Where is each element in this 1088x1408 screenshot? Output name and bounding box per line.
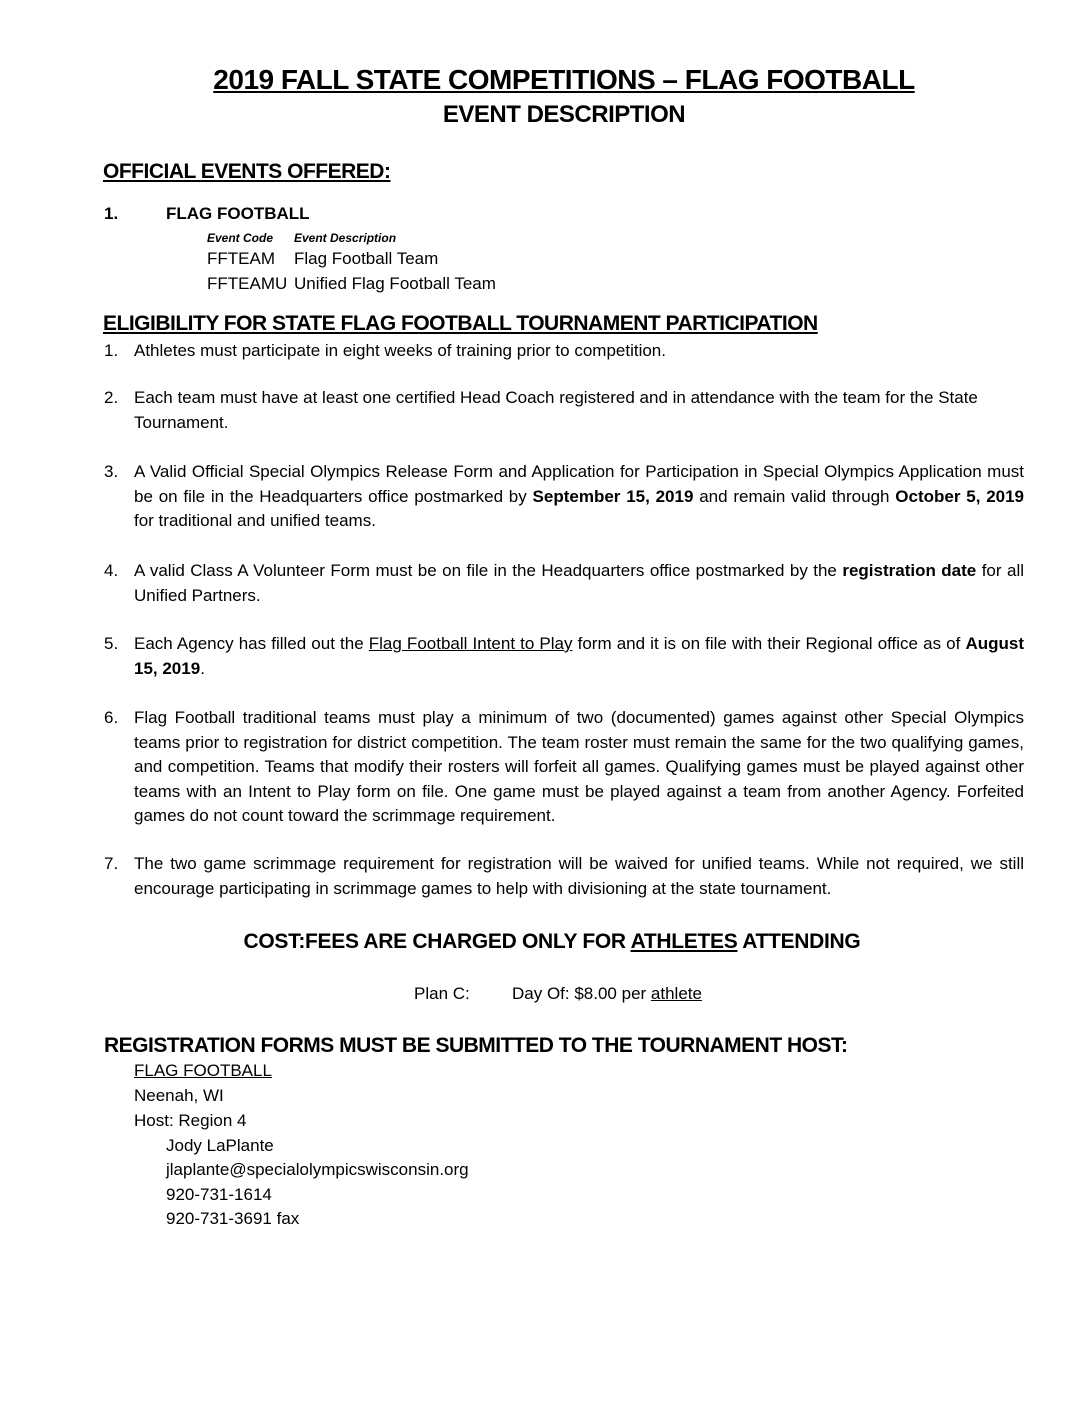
event-row	[207, 274, 496, 294]
event-row	[207, 249, 438, 269]
item-text: A valid Class A Volunteer Form must be on file in the Headquarters office postmarked by the registration date for all Unified Partners.	[134, 561, 1024, 605]
eligibility-item	[104, 632, 1024, 681]
deadline-date: September 15, 2019	[532, 486, 694, 506]
plan-unit: athlete	[650, 984, 702, 1003]
event-code: FFTEAM	[207, 249, 275, 268]
eligibility-item	[104, 386, 984, 435]
event-number: 1.	[104, 204, 119, 223]
plan-text: Day Of: $8.00 per	[512, 984, 651, 1003]
item-number: 3.	[104, 462, 119, 481]
item-text: Each team must have at least one certified Head Coach registered and in attendance with the team for the State Tournament.	[134, 388, 978, 432]
host-event-name: FLAG FOOTBALL	[134, 1061, 272, 1080]
item-number: 6.	[104, 708, 119, 727]
item-number: 2.	[104, 388, 119, 407]
eligibility-item	[104, 460, 1024, 534]
event-table-header	[207, 231, 396, 245]
item-text: A Valid Official Special Olympics Release Form and Application for Participation in Special Olympics Application must be on file in the Headquarters office postmarked by September 15, 2019 and remain valid through October 5, 2019 for traditional and unified teams.	[134, 462, 1025, 530]
item-number: 1.	[104, 341, 119, 360]
athletes-emphasis: ATHLETES	[630, 930, 738, 953]
eligibility-item	[104, 706, 1024, 829]
page-subtitle: EVENT DESCRIPTION	[442, 101, 686, 128]
eligibility-item	[104, 559, 1024, 608]
eligibility-item	[104, 852, 1024, 901]
contact-phone: 920-731-1614	[166, 1185, 272, 1204]
valid-through-date: October 5, 2019	[895, 486, 1025, 506]
plan-label: Plan C:	[414, 984, 470, 1003]
eligibility-item	[104, 339, 1024, 364]
event-name: FLAG FOOTBALL	[166, 204, 310, 223]
item-number: 5.	[104, 634, 119, 653]
official-events-heading: OFFICIAL EVENTS OFFERED:	[103, 160, 391, 183]
plan-line	[414, 984, 702, 1004]
event-description: Unified Flag Football Team	[294, 274, 496, 293]
contact-email[interactable]: jlaplante@specialolympicswisconsin.org	[166, 1160, 469, 1179]
host-region: Host: Region 4	[134, 1111, 247, 1130]
item-number: 7.	[104, 854, 119, 873]
intent-to-play-link[interactable]: Flag Football Intent to Play	[368, 634, 573, 653]
intent-deadline-date: August 15, 2019	[134, 634, 1024, 678]
item-text: Each Agency has filled out the Flag Football Intent to Play form and it is on file with their Regional office as of August 15, 2019.	[134, 634, 1024, 678]
event-description-header: Event Description	[294, 231, 397, 245]
host-city: Neenah, WI	[134, 1086, 224, 1105]
event-code: FFTEAMU	[207, 274, 288, 293]
page-title: 2019 FALL STATE COMPETITIONS – FLAG FOOTBALL	[213, 64, 915, 95]
item-text: Athletes must participate in eight weeks of training prior to competition.	[134, 341, 666, 360]
contact-name: Jody LaPlante	[166, 1136, 274, 1155]
item-text: Flag Football traditional teams must play a minimum of two (documented) games against other Special Olympics teams prior to registration for district competition. The team roster must remain the same for the two qualifying games, and competition. Teams that modify their rosters will forfeit all games. Qualifying games must be played against other teams with an Intent to Play form on file. One game must be played against a team from another Agency. Forfeited games do not count toward the scrimmage requirement.	[134, 708, 1024, 825]
item-number: 4.	[104, 561, 119, 580]
eligibility-heading: ELIGIBILITY FOR STATE FLAG FOOTBALL TOURNAMENT PARTICIPATION	[103, 312, 818, 335]
registration-heading: REGISTRATION FORMS MUST BE SUBMITTED TO THE TOURNAMENT HOST:	[104, 1034, 848, 1057]
item-text: The two game scrimmage requirement for registration will be waived for unified teams. While not required, we still encourage participating in scrimmage games to help with divisioning at the state tournament.	[134, 854, 1024, 898]
event-description: Flag Football Team	[294, 249, 439, 268]
event-code-header: Event Code	[207, 231, 274, 245]
cost-heading: COST:FEES ARE CHARGED ONLY FOR ATHLETES ATTENDING	[243, 930, 861, 953]
registration-date-text: registration date	[842, 561, 977, 580]
contact-fax: 920-731-3691 fax	[166, 1209, 300, 1228]
